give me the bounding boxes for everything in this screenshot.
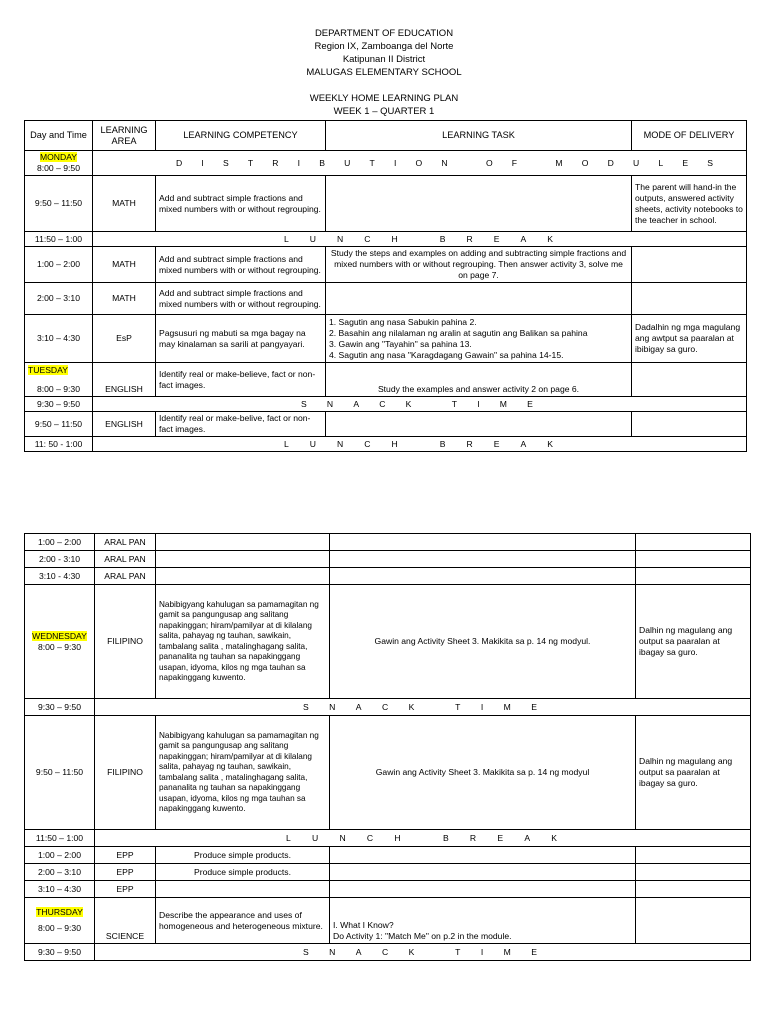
competency-cell: Add and subtract simple fractions and mixed numbers with or without regrouping. bbox=[156, 247, 326, 283]
time-cell: 11:50 – 1:00 bbox=[25, 830, 95, 847]
area-cell: ARAL PAN bbox=[95, 534, 156, 551]
area-cell: EPP bbox=[95, 881, 156, 898]
day-label-monday: MONDAY bbox=[39, 152, 78, 162]
task-item: 1. Sagutin ang nasa Sabukin pahina 2. bbox=[329, 316, 477, 327]
col-day-header: Day and Time bbox=[25, 121, 93, 151]
task-cell bbox=[326, 283, 632, 315]
area-cell: ARAL PAN bbox=[95, 551, 156, 568]
delivery-cell bbox=[632, 247, 747, 283]
task-cell bbox=[326, 315, 632, 363]
day-label-tuesday: TUESDAY bbox=[28, 364, 68, 375]
task-cell: Gawin ang Activity Sheet 3. Makikita sa p. 14 ng modyul. bbox=[330, 585, 636, 699]
delivery-cell bbox=[632, 283, 747, 315]
table-row bbox=[25, 534, 751, 551]
table-row bbox=[25, 585, 751, 699]
school-title: MALUGAS ELEMENTARY SCHOOL bbox=[306, 67, 462, 78]
competency-cell: Identify real or make-belive, fact or non-fact images. bbox=[156, 412, 326, 437]
time-cell: 1:00 – 2:00 bbox=[25, 247, 93, 283]
time-cell: 8:00 – 9:30 bbox=[37, 641, 81, 652]
delivery-cell bbox=[632, 363, 747, 397]
lunch-break-banner: L U N C H B R E A K bbox=[93, 437, 747, 452]
table-row bbox=[25, 716, 751, 830]
area-cell: MATH bbox=[93, 283, 156, 315]
table-row bbox=[25, 551, 751, 568]
area-cell: MATH bbox=[93, 247, 156, 283]
week-title: WEEK 1 – QUARTER 1 bbox=[333, 106, 435, 117]
table-row bbox=[25, 699, 751, 716]
time-cell: 11:50 – 1:00 bbox=[25, 232, 93, 247]
time-cell: 8:00 – 9:50 bbox=[36, 163, 80, 173]
table-row bbox=[25, 315, 747, 363]
table-row bbox=[25, 847, 751, 864]
table-row bbox=[25, 247, 747, 283]
area-cell: ENGLISH bbox=[93, 363, 156, 397]
delivery-cell: Dalhin ng magulang ang output sa paaralan at ibagay sa guro. bbox=[636, 716, 751, 830]
time-cell: 9:30 – 9:50 bbox=[25, 944, 95, 961]
col-area-header: LEARNING AREA bbox=[93, 121, 156, 151]
delivery-cell: The parent will hand-in the outputs, answered activity sheets, activity notebooks to the teacher in school. bbox=[632, 176, 747, 232]
table-row bbox=[25, 151, 747, 176]
table-row bbox=[25, 864, 751, 881]
area-cell: MATH bbox=[93, 176, 156, 232]
department-title: DEPARTMENT OF EDUCATION bbox=[314, 28, 454, 39]
task-item: 4. Sagutin ang nasa "Karagdagang Gawain" sa pahina 14-15. bbox=[329, 349, 564, 360]
competency-cell: Describe the appearance and uses of homogeneous and heterogeneous mixture. bbox=[156, 898, 330, 944]
time-cell: 3:10 – 4:30 bbox=[25, 881, 95, 898]
time-cell: 3:10 - 4:30 bbox=[25, 568, 95, 585]
time-cell: 9:50 – 11:50 bbox=[25, 412, 93, 437]
table-row bbox=[25, 881, 751, 898]
table-row bbox=[25, 898, 751, 944]
competency-cell: Nabibigyang kahulugan sa pamamagitan ng gamit sa pangungusap ang salitang napakinggan; hiram/pamilyar at di kilalang salita, pahayag ng tauhan, sawikain, tambalang salita , matalinghagang salita, pananalita ng tauhan sa napakinggang usapan, idyoma, kilos ng mga tauhan sa napakinggang kuwento. bbox=[156, 716, 330, 830]
competency-cell: Nabibigyang kahulugan sa pamamagitan ng gamit sa pangungusap ang salitang napakinggan; hiram/pamilyar at di kilalang salita, pahayag ng tauhan, sawikain, tambalang salita , matalinghagang salita, pananalita ng tauhan sa napakinggang usapan, idyoma, kilos ng mga tauhan sa napakinggang kuwento. bbox=[156, 585, 330, 699]
competency-cell: Pagsusuri ng mabuti sa mga bagay na may kinalaman sa sarili at pangyayari. bbox=[156, 315, 326, 363]
time-cell: 2:00 – 3:10 bbox=[25, 283, 93, 315]
area-cell: EsP bbox=[93, 315, 156, 363]
time-cell: 8:00 – 9:30 bbox=[36, 383, 80, 394]
task-cell bbox=[326, 412, 632, 437]
time-cell: 9:50 – 11:50 bbox=[25, 716, 95, 830]
area-cell: EPP bbox=[95, 847, 156, 864]
time-cell: 1:00 – 2:00 bbox=[25, 534, 95, 551]
snack-time-banner: S N A C K T I M E bbox=[95, 699, 751, 716]
table-row bbox=[25, 568, 751, 585]
area-cell: EPP bbox=[95, 864, 156, 881]
area-cell: ENGLISH bbox=[93, 412, 156, 437]
day-label-thursday: THURSDAY bbox=[36, 907, 83, 917]
time-cell: 1:00 – 2:00 bbox=[25, 847, 95, 864]
competency-cell: Add and subtract simple fractions and mixed numbers with or without regrouping. bbox=[156, 176, 326, 232]
area-cell: FILIPINO bbox=[95, 585, 156, 699]
task-item: Do Activity 1: "Match Me" on p.2 in the module. bbox=[333, 931, 512, 941]
delivery-cell bbox=[632, 412, 747, 437]
distribution-banner: D I S T R I B U T I O N O F M O D U L E S bbox=[93, 151, 747, 176]
plan-title: WEEKLY HOME LEARNING PLAN bbox=[309, 93, 459, 104]
table-row bbox=[25, 944, 751, 961]
learning-plan-table-1 bbox=[24, 120, 747, 452]
delivery-cell: Dadalhin ng mga magulang ang awtput sa paaralan at ibibigay sa guro. bbox=[632, 315, 747, 363]
time-cell: 11: 50 - 1:00 bbox=[25, 437, 93, 452]
area-cell: FILIPINO bbox=[95, 716, 156, 830]
task-item: I. What I Know? bbox=[333, 920, 394, 930]
competency-cell: Add and subtract simple fractions and mixed numbers with or without regrouping. bbox=[156, 283, 326, 315]
delivery-cell: Dalhin ng magulang ang output sa paaralan at ibagay sa guro. bbox=[636, 585, 751, 699]
task-cell: Study the steps and examples on adding and subtracting simple fractions and mixed numbers with or without regrouping. Then answer activity 3, solve me on page 7. bbox=[326, 247, 632, 283]
time-cell: 9:50 – 11:50 bbox=[25, 176, 93, 232]
task-cell: Gawin ang Activity Sheet 3. Makikita sa p. 14 ng modyul bbox=[330, 716, 636, 830]
table-row bbox=[25, 412, 747, 437]
snack-time-banner: S N A C K T I M E bbox=[93, 397, 747, 412]
task-cell bbox=[326, 176, 632, 232]
task-cell: Study the examples and answer activity 2 on page 6. bbox=[326, 363, 632, 397]
lunch-break-banner: L U N C H B R E A K bbox=[93, 232, 747, 247]
col-competency-header: LEARNING COMPETENCY bbox=[156, 121, 326, 151]
col-task-header: LEARNING TASK bbox=[326, 121, 632, 151]
time-cell: 2:00 – 3:10 bbox=[25, 864, 95, 881]
table-row bbox=[25, 437, 747, 452]
document-header bbox=[0, 27, 768, 118]
table-row bbox=[25, 283, 747, 315]
competency-cell: Identify real or make-believe, fact or non-fact images. bbox=[156, 363, 326, 397]
table-row bbox=[25, 176, 747, 232]
time-cell: 9:30 – 9:50 bbox=[25, 397, 93, 412]
time-cell: 9:30 – 9:50 bbox=[25, 699, 95, 716]
task-item: 2. Basahin ang nilalaman ng aralin at sagutin ang Balikan sa pahina bbox=[329, 327, 588, 338]
area-cell: SCIENCE bbox=[95, 898, 156, 944]
time-cell: 2:00 - 3:10 bbox=[25, 551, 95, 568]
table-row bbox=[25, 830, 751, 847]
learning-plan-table-2 bbox=[24, 533, 751, 961]
competency-cell: Produce simple products. bbox=[156, 864, 330, 881]
lunch-break-banner: L U N C H B R E A K bbox=[95, 830, 751, 847]
area-cell: ARAL PAN bbox=[95, 568, 156, 585]
time-cell: 3:10 – 4:30 bbox=[25, 315, 93, 363]
table-row bbox=[25, 397, 747, 412]
region-title: Region IX, Zamboanga del Norte bbox=[314, 41, 454, 52]
competency-cell: Produce simple products. bbox=[156, 847, 330, 864]
table-row bbox=[25, 363, 747, 397]
task-cell bbox=[330, 898, 636, 944]
snack-time-banner: S N A C K T I M E bbox=[95, 944, 751, 961]
task-item: 3. Gawin ang "Tayahin" sa pahina 13. bbox=[329, 338, 472, 349]
table-row bbox=[25, 232, 747, 247]
day-label-wednesday: WEDNESDAY bbox=[32, 630, 87, 641]
col-delivery-header: MODE OF DELIVERY bbox=[632, 121, 747, 151]
time-cell: 8:00 – 9:30 bbox=[37, 923, 81, 933]
district-title: Katipunan II District bbox=[342, 54, 426, 65]
